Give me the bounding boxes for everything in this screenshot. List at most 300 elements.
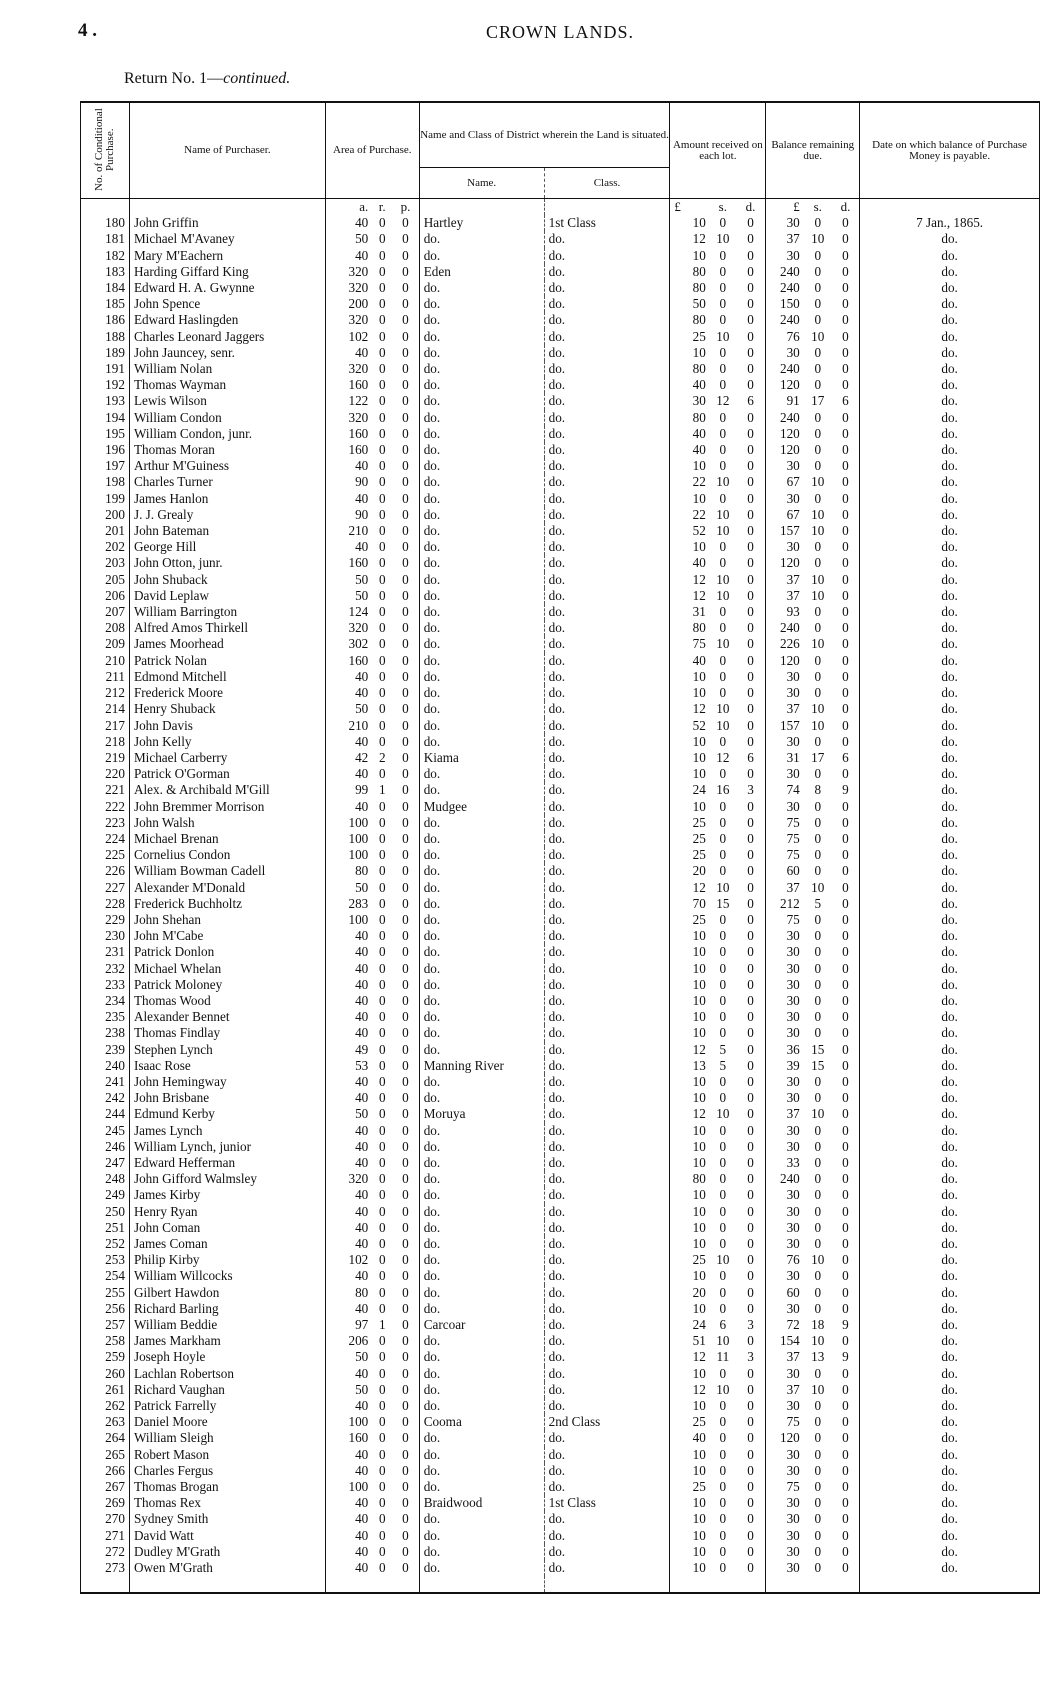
- balance-pounds: 30: [766, 1139, 804, 1155]
- area-roods: 0: [378, 1203, 386, 1219]
- payable-date: do.: [860, 1560, 1040, 1576]
- balance-pounds: 157: [766, 523, 804, 539]
- payable-date: do.: [860, 312, 1040, 328]
- area-acres: 50: [325, 231, 372, 247]
- area-perches: 0: [392, 977, 419, 993]
- area-acres: 40: [325, 1025, 372, 1041]
- district-class: do.: [544, 1042, 670, 1058]
- district-class: do.: [544, 377, 670, 393]
- area-perches: 0: [392, 880, 419, 896]
- amount-pence: 0: [736, 1009, 766, 1025]
- amount-pounds: 80: [670, 312, 710, 328]
- balance-pounds: 30: [766, 1268, 804, 1284]
- area-roods: 0: [378, 814, 386, 830]
- amount-pounds: 40: [670, 653, 710, 669]
- area-acres: 40: [325, 1544, 372, 1560]
- amount-pence: 0: [736, 280, 766, 296]
- area-roods: 0: [378, 1236, 386, 1251]
- district-class: do.: [544, 1447, 670, 1463]
- row-number: 251: [81, 1220, 130, 1236]
- purchaser-name: John Davis: [129, 718, 325, 734]
- district-name: do.: [419, 523, 544, 539]
- payable-date: do.: [860, 1511, 1040, 1527]
- row-number: 205: [81, 572, 130, 588]
- purchaser-name: Edmund Kerby: [129, 1106, 325, 1122]
- area-perches: 0: [392, 491, 419, 507]
- area-acres: 40: [325, 1009, 372, 1025]
- purchaser-name: Charles Turner: [129, 474, 325, 490]
- balance-pounds: 30: [766, 458, 804, 474]
- payable-date: do.: [860, 734, 1040, 750]
- payable-date: do.: [860, 863, 1040, 879]
- balance-shillings: 0: [814, 1009, 822, 1025]
- district-class: do.: [544, 912, 670, 928]
- balance-shillings: 18: [811, 1317, 825, 1333]
- amount-pounds: 25: [670, 329, 710, 345]
- district-class: do.: [544, 555, 670, 571]
- amount-pence: 0: [736, 1560, 766, 1576]
- row-number: 238: [81, 1025, 130, 1041]
- amount-shillings: 0: [719, 263, 727, 279]
- payable-date: do.: [860, 393, 1040, 409]
- amount-shillings: 10: [716, 1106, 730, 1122]
- table-row: [81, 442, 1040, 458]
- amount-pence: 0: [736, 1366, 766, 1382]
- amount-pence: 0: [736, 345, 766, 361]
- purchaser-name: William Condon, junr.: [129, 426, 325, 442]
- district-name: do.: [419, 1123, 544, 1139]
- table-row: [81, 361, 1040, 377]
- row-number: 224: [81, 831, 130, 847]
- area-perches: 0: [392, 1560, 419, 1576]
- amount-shillings: 10: [716, 231, 730, 247]
- area-acres: 50: [325, 1106, 372, 1122]
- amount-pence: 6: [736, 393, 766, 409]
- amount-pence: 0: [736, 1236, 766, 1252]
- amount-pounds: 10: [670, 944, 710, 960]
- area-perches: 0: [392, 442, 419, 458]
- district-name: Hartley: [419, 215, 544, 231]
- purchaser-name: John Coman: [129, 1220, 325, 1236]
- area-acres: 90: [325, 507, 372, 523]
- balance-pence: 0: [832, 1123, 860, 1139]
- payable-date: do.: [860, 604, 1040, 620]
- balance-pounds: 30: [766, 961, 804, 977]
- district-class: do.: [544, 312, 670, 328]
- table-row: [81, 507, 1040, 523]
- balance-pence: 0: [832, 555, 860, 571]
- amount-pence: 0: [736, 1220, 766, 1236]
- amount-pounds: 40: [670, 555, 710, 571]
- row-number: 184: [81, 280, 130, 296]
- balance-pounds: 240: [766, 361, 804, 377]
- payable-date: do.: [860, 1528, 1040, 1544]
- amount-shillings: 0: [719, 1122, 727, 1138]
- row-number: 269: [81, 1495, 130, 1511]
- unit-acres: a.: [325, 199, 372, 216]
- balance-pounds: 60: [766, 863, 804, 879]
- balance-shillings: 0: [814, 798, 822, 814]
- col-header-no: No. of Conditional Purchase.: [81, 102, 130, 199]
- amount-shillings: 10: [716, 717, 730, 733]
- units-row: [81, 199, 1040, 216]
- district-name: do.: [419, 426, 544, 442]
- amount-pence: 0: [736, 1301, 766, 1317]
- amount-pounds: 20: [670, 863, 710, 879]
- balance-pence: 6: [832, 750, 860, 766]
- amount-pounds: 10: [670, 1220, 710, 1236]
- balance-pounds: 157: [766, 718, 804, 734]
- purchaser-name: Richard Barling: [129, 1301, 325, 1317]
- table-row: [81, 345, 1040, 361]
- table-row: [81, 1333, 1040, 1349]
- row-number: 182: [81, 248, 130, 264]
- col-header-balance: Balance remaining due.: [766, 102, 860, 199]
- payable-date: do.: [860, 1463, 1040, 1479]
- balance-pence: 0: [832, 507, 860, 523]
- row-number: 262: [81, 1398, 130, 1414]
- payable-date: do.: [860, 377, 1040, 393]
- district-name: do.: [419, 620, 544, 636]
- balance-pounds: 30: [766, 1495, 804, 1511]
- balance-pence: 0: [832, 377, 860, 393]
- area-roods: 0: [378, 215, 386, 231]
- amount-pounds: 10: [670, 491, 710, 507]
- row-number: 195: [81, 426, 130, 442]
- district-class: do.: [544, 1236, 670, 1252]
- balance-pounds: 30: [766, 539, 804, 555]
- district-name: do.: [419, 507, 544, 523]
- area-roods: 0: [378, 1414, 386, 1430]
- area-roods: 0: [378, 1057, 386, 1073]
- balance-pounds: 37: [766, 1349, 804, 1365]
- amount-pounds: 80: [670, 410, 710, 426]
- amount-shillings: 0: [719, 1414, 727, 1430]
- amount-shillings: 0: [719, 280, 727, 296]
- area-acres: 100: [325, 847, 372, 863]
- amount-shillings: 10: [716, 701, 730, 717]
- payable-date: do.: [860, 847, 1040, 863]
- balance-pence: 0: [832, 993, 860, 1009]
- table-row: [81, 961, 1040, 977]
- amount-pence: 0: [736, 248, 766, 264]
- row-number: 227: [81, 880, 130, 896]
- payable-date: do.: [860, 1220, 1040, 1236]
- district-name: do.: [419, 1171, 544, 1187]
- balance-pence: 0: [832, 1058, 860, 1074]
- amount-pounds: 10: [670, 215, 710, 231]
- table-row: [81, 539, 1040, 555]
- amount-shillings: 0: [719, 847, 727, 863]
- purchaser-name: Edward H. A. Gwynne: [129, 280, 325, 296]
- purchaser-name: John M'Cabe: [129, 928, 325, 944]
- area-perches: 0: [392, 312, 419, 328]
- balance-pence: 0: [832, 1479, 860, 1495]
- district-name: do.: [419, 588, 544, 604]
- amount-pounds: 51: [670, 1333, 710, 1349]
- area-roods: 0: [378, 1430, 386, 1446]
- purchaser-name: Patrick Nolan: [129, 653, 325, 669]
- balance-pence: 0: [832, 734, 860, 750]
- balance-pounds: 30: [766, 1398, 804, 1414]
- area-roods: 0: [378, 1511, 386, 1527]
- district-class: do.: [544, 1252, 670, 1268]
- amount-shillings: 0: [719, 1009, 727, 1025]
- district-class: do.: [544, 442, 670, 458]
- area-roods: 0: [378, 393, 386, 409]
- district-name: do.: [419, 1382, 544, 1398]
- purchaser-name: William Willcocks: [129, 1268, 325, 1284]
- table-row: [81, 296, 1040, 312]
- area-acres: 40: [325, 1511, 372, 1527]
- area-roods: 0: [378, 1073, 386, 1089]
- amount-pence: 3: [736, 782, 766, 798]
- balance-shillings: 10: [811, 587, 825, 603]
- amount-pounds: 10: [670, 1366, 710, 1382]
- balance-pence: 0: [832, 523, 860, 539]
- area-acres: 40: [325, 539, 372, 555]
- area-perches: 0: [392, 1285, 419, 1301]
- purchaser-name: Edmond Mitchell: [129, 669, 325, 685]
- payable-date: do.: [860, 1187, 1040, 1203]
- area-acres: 42: [325, 750, 372, 766]
- district-name: do.: [419, 1333, 544, 1349]
- district-name: do.: [419, 1042, 544, 1058]
- district-class: do.: [544, 458, 670, 474]
- table-row: [81, 410, 1040, 426]
- balance-pence: 0: [832, 620, 860, 636]
- area-roods: 0: [378, 377, 386, 393]
- area-acres: 40: [325, 458, 372, 474]
- row-number: 242: [81, 1090, 130, 1106]
- header-row: [81, 102, 1040, 168]
- district-name: Kiama: [419, 750, 544, 766]
- balance-pounds: 72: [766, 1317, 804, 1333]
- district-class: do.: [544, 685, 670, 701]
- balance-shillings: 0: [814, 1365, 822, 1381]
- balance-shillings: 0: [814, 814, 822, 830]
- amount-pence: 0: [736, 1090, 766, 1106]
- area-perches: 0: [392, 329, 419, 345]
- table-row: [81, 377, 1040, 393]
- balance-shillings: 0: [814, 944, 822, 960]
- purchaser-name: Mary M'Eachern: [129, 248, 325, 264]
- area-perches: 0: [392, 1333, 419, 1349]
- purchaser-name: Michael Brenan: [129, 831, 325, 847]
- amount-shillings: 10: [716, 571, 730, 587]
- payable-date: do.: [860, 815, 1040, 831]
- amount-shillings: 0: [719, 490, 727, 506]
- district-class: do.: [544, 1139, 670, 1155]
- area-perches: 0: [392, 750, 419, 766]
- area-perches: 0: [392, 393, 419, 409]
- amount-pounds: 25: [670, 1414, 710, 1430]
- table-row: [81, 1155, 1040, 1171]
- area-perches: 0: [392, 863, 419, 879]
- purchaser-name: Thomas Findlay: [129, 1025, 325, 1041]
- area-acres: 40: [325, 669, 372, 685]
- amount-pounds: 10: [670, 1398, 710, 1414]
- amount-pence: 0: [736, 653, 766, 669]
- district-class: do.: [544, 1285, 670, 1301]
- balance-pence: 0: [832, 345, 860, 361]
- amount-pence: 0: [736, 1528, 766, 1544]
- row-number: 199: [81, 491, 130, 507]
- purchaser-name: Charles Leonard Jaggers: [129, 329, 325, 345]
- purchaser-name: John Bateman: [129, 523, 325, 539]
- table-row: [81, 264, 1040, 280]
- amount-pence: 0: [736, 555, 766, 571]
- area-acres: 80: [325, 863, 372, 879]
- amount-shillings: 0: [719, 1430, 727, 1446]
- balance-shillings: 0: [814, 1219, 822, 1235]
- area-perches: 0: [392, 1042, 419, 1058]
- area-roods: 2: [378, 749, 386, 765]
- balance-shillings: 0: [814, 555, 822, 571]
- payable-date: do.: [860, 977, 1040, 993]
- amount-shillings: 0: [719, 1446, 727, 1462]
- area-roods: 0: [378, 1252, 386, 1268]
- purchaser-name: Patrick Farrelly: [129, 1398, 325, 1414]
- amount-shillings: 11: [716, 1349, 730, 1365]
- amount-pence: 0: [736, 1252, 766, 1268]
- balance-shillings: 10: [811, 1381, 825, 1397]
- table-row: [81, 701, 1040, 717]
- balance-shillings: 0: [814, 1090, 822, 1106]
- table-row: [81, 1220, 1040, 1236]
- area-perches: 0: [392, 231, 419, 247]
- area-roods: 0: [378, 1333, 386, 1349]
- amount-pence: 3: [736, 1349, 766, 1365]
- area-acres: 97: [325, 1317, 372, 1333]
- balance-shillings: 0: [814, 766, 822, 782]
- area-roods: 1: [378, 1317, 386, 1333]
- amount-pence: 0: [736, 231, 766, 247]
- row-number: 232: [81, 961, 130, 977]
- table-row: [81, 1544, 1040, 1560]
- area-acres: 80: [325, 1285, 372, 1301]
- district-name: do.: [419, 1285, 544, 1301]
- balance-pounds: 37: [766, 588, 804, 604]
- area-perches: 0: [392, 1187, 419, 1203]
- amount-pence: 0: [736, 1187, 766, 1203]
- amount-shillings: 10: [716, 636, 730, 652]
- district-class: do.: [544, 1301, 670, 1317]
- district-class: do.: [544, 1511, 670, 1527]
- district-name: do.: [419, 361, 544, 377]
- payable-date: do.: [860, 1414, 1040, 1430]
- district-class: do.: [544, 928, 670, 944]
- balance-shillings: 0: [814, 1268, 822, 1284]
- amount-pounds: 40: [670, 442, 710, 458]
- amount-pence: 0: [736, 944, 766, 960]
- district-name: do.: [419, 312, 544, 328]
- table-row: [81, 734, 1040, 750]
- area-roods: 0: [378, 539, 386, 555]
- purchaser-name: John Spence: [129, 296, 325, 312]
- return-label-main: Return No. 1—: [124, 70, 224, 87]
- payable-date: do.: [860, 491, 1040, 507]
- purchaser-name: Alexander M'Donald: [129, 880, 325, 896]
- balance-shillings: 0: [814, 1138, 822, 1154]
- area-acres: 206: [325, 1333, 372, 1349]
- area-roods: 0: [378, 1041, 386, 1057]
- purchaser-name: Thomas Wood: [129, 993, 325, 1009]
- balance-shillings: 0: [814, 1187, 822, 1203]
- balance-pounds: 30: [766, 1560, 804, 1576]
- amount-pence: 0: [736, 961, 766, 977]
- amount-shillings: 0: [719, 442, 727, 458]
- amount-shillings: 0: [719, 798, 727, 814]
- purchaser-name: Thomas Wayman: [129, 377, 325, 393]
- amount-pence: 0: [736, 474, 766, 490]
- district-class: do.: [544, 1479, 670, 1495]
- amount-shillings: 0: [719, 1203, 727, 1219]
- balance-pence: 0: [832, 1187, 860, 1203]
- purchaser-name: Arthur M'Guiness: [129, 458, 325, 474]
- area-acres: 160: [325, 1430, 372, 1446]
- row-number: 180: [81, 215, 130, 231]
- amount-pounds: 10: [670, 1544, 710, 1560]
- amount-shillings: 10: [716, 523, 730, 539]
- district-name: do.: [419, 539, 544, 555]
- district-name: Cooma: [419, 1414, 544, 1430]
- area-acres: 40: [325, 1090, 372, 1106]
- district-class: do.: [544, 669, 670, 685]
- district-class: do.: [544, 944, 670, 960]
- balance-pounds: 67: [766, 507, 804, 523]
- balance-pounds: 154: [766, 1333, 804, 1349]
- amount-pence: 0: [736, 361, 766, 377]
- balance-shillings: 0: [814, 668, 822, 684]
- table-row: [81, 215, 1040, 231]
- balance-pence: 0: [832, 896, 860, 912]
- unit-roods: r.: [372, 199, 392, 216]
- area-acres: 49: [325, 1042, 372, 1058]
- area-acres: 160: [325, 426, 372, 442]
- balance-pounds: 37: [766, 701, 804, 717]
- area-roods: 0: [378, 1300, 386, 1316]
- area-acres: 100: [325, 831, 372, 847]
- amount-pounds: 10: [670, 1204, 710, 1220]
- balance-pence: 0: [832, 863, 860, 879]
- col-header-district-name: Name.: [419, 168, 544, 199]
- district-name: do.: [419, 1155, 544, 1171]
- purchaser-name: William Beddie: [129, 1317, 325, 1333]
- area-roods: 0: [378, 458, 386, 474]
- amount-shillings: 0: [719, 1171, 727, 1187]
- payable-date: do.: [860, 507, 1040, 523]
- area-acres: 40: [325, 345, 372, 361]
- area-roods: 0: [378, 247, 386, 263]
- purchaser-name: David Watt: [129, 1528, 325, 1544]
- purchaser-name: Richard Vaughan: [129, 1382, 325, 1398]
- balance-pence: 0: [832, 799, 860, 815]
- balance-pounds: 30: [766, 215, 804, 231]
- balance-pence: 0: [832, 474, 860, 490]
- amount-pounds: 70: [670, 896, 710, 912]
- row-number: 254: [81, 1268, 130, 1284]
- balance-shillings: 10: [811, 506, 825, 522]
- balance-pence: 0: [832, 1414, 860, 1430]
- row-number: 265: [81, 1447, 130, 1463]
- district-name: do.: [419, 491, 544, 507]
- row-number: 207: [81, 604, 130, 620]
- table-row: [81, 766, 1040, 782]
- area-acres: 40: [325, 248, 372, 264]
- payable-date: do.: [860, 248, 1040, 264]
- area-acres: 40: [325, 1301, 372, 1317]
